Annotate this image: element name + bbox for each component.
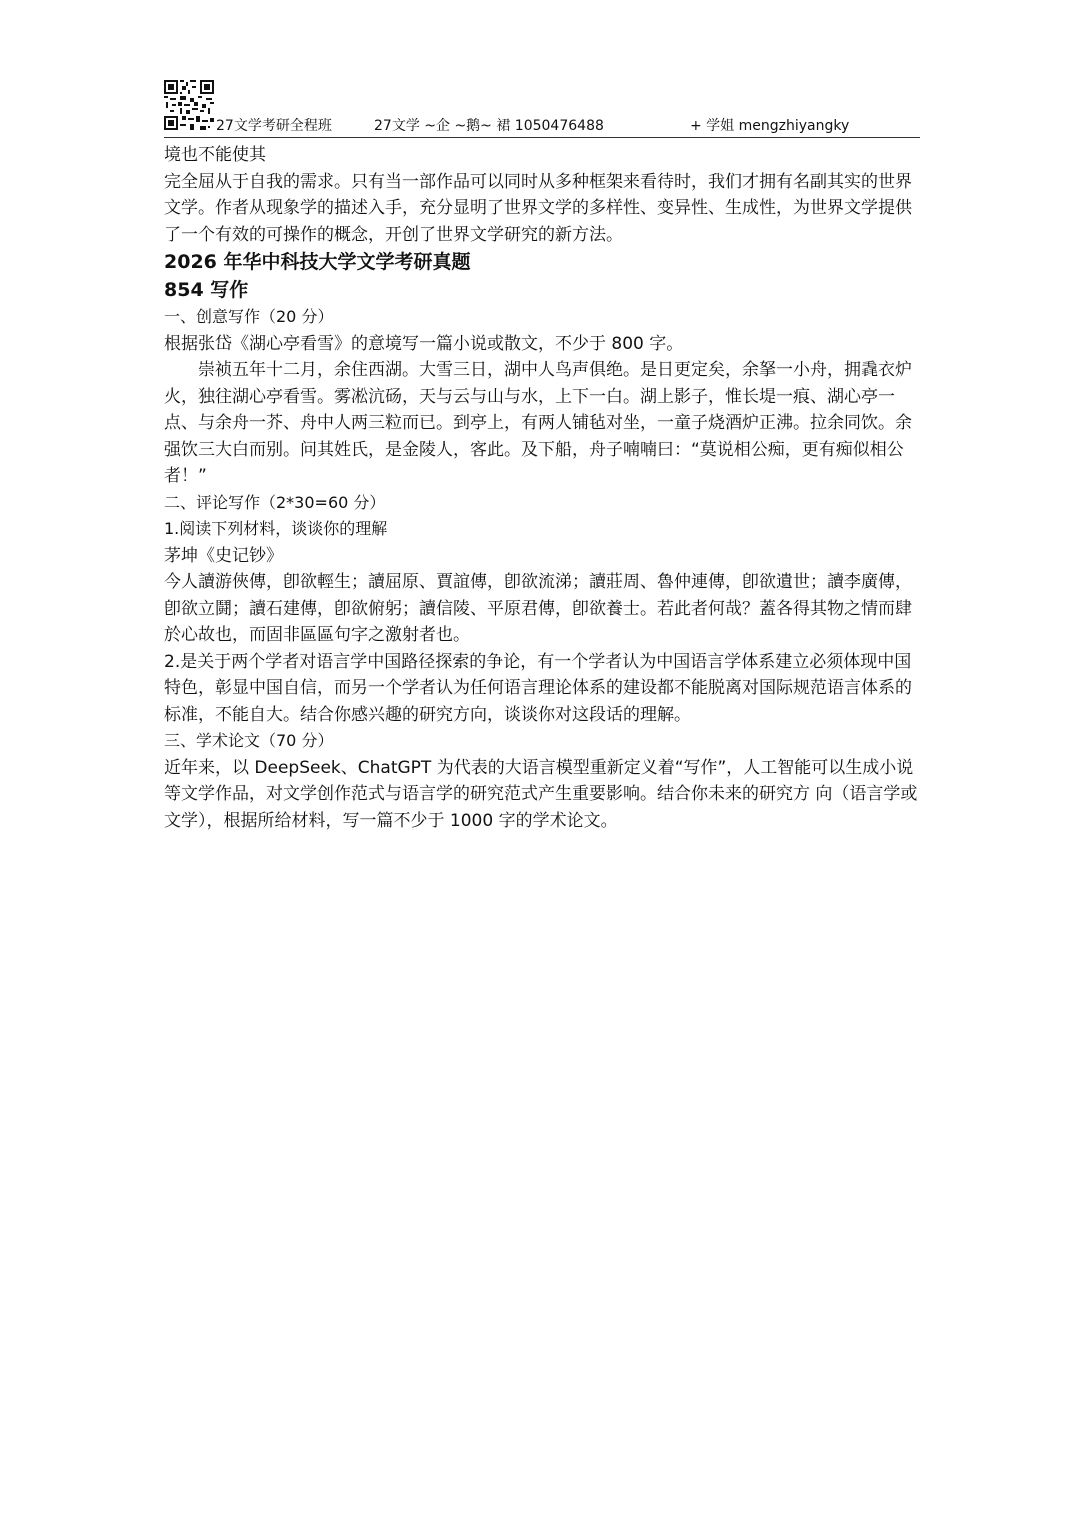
section-1-heading: 一、创意写作（20 分） xyxy=(164,307,334,326)
page-header xyxy=(164,80,920,138)
exam-title: 2026 年华中科技大学文学考研真题 xyxy=(164,251,471,273)
header-group: 27文学 ~企 ~鹅~ 裙 1050476488 xyxy=(374,118,604,134)
section-1-prompt: 根据张岱《湖心亭看雪》的意境写一篇小说或散文，不少于 800 字。 xyxy=(164,333,684,354)
header-divider xyxy=(164,137,920,138)
qr-code-icon xyxy=(164,80,214,130)
header-text xyxy=(216,116,849,136)
section-1-passage: 崇祯五年十二月，余住西湖。大雪三日，湖中人鸟声俱绝。是日更定矣，余拏一小舟，拥毳衣炉火，独往湖心亭看雪。雾凇沆砀，天与云与山与水，上下一白。湖上影子，惟长堤一痕、湖心亭一点、与余舟一芥、舟中人两三粒而已。到亭上，有两人铺毡对坐，一童子烧酒炉正沸。拉余同饮。余强饮三大白而别。问其姓氏，是金陵人，客此。及下船，舟子喃喃曰：“莫说相公痴，更有痴似相公者！” xyxy=(164,360,912,486)
question-1: 1.阅读下列材料，谈谈你的理解 xyxy=(164,519,388,538)
question-1-source: 茅坤《史记钞》 xyxy=(164,545,283,566)
paragraph-conclusion: 完全屈从于自我的需求。只有当一部作品可以同时从多种框架来看待时，我们才拥有名副其实的世界文学。作者从现象学的描述入手，充分显明了世界文学的多样性、变异性、生成性，为世界文学提供了一个有效的可操作的概念，开创了世界文学研究的新方法。 xyxy=(164,171,912,245)
section-3-heading: 三、学术论文（70 分） xyxy=(164,731,334,750)
question-1-text: 今人讀游俠傳，卽欲輕生；讀屈原、賈誼傳，卽欲流涕；讀莊周、魯仲連傳，卽欲遺世；讀李廣傳，卽欲立鬪；讀石建傳，卽欲俯躬；讀信陵、平原君傳，卽欲養士。若此者何哉？蓋各得其物之情而肆於心故也，而固非區區句字之激射者也。 xyxy=(164,572,912,645)
subject-title: 854 写作 xyxy=(164,279,249,301)
header-contact: + 学姐 mengzhiyangky xyxy=(690,118,850,134)
paragraph-fragment: 境也不能使其 xyxy=(164,145,266,165)
header-course: 27文学考研全程班 xyxy=(216,118,332,134)
section-2-heading: 二、评论写作（2*30=60 分） xyxy=(164,492,386,512)
question-2: 2.是关于两个学者对语言学中国路径探索的争论，有一个学者认为中国语言学体系建立必须体现中国特色，彰显中国自信，而另一个学者认为任何语言理论体系的建设都不能脱离对国际规范语言体系的标准，不能自大。结合你感兴趣的研究方向，谈谈你对这段话的理解。 xyxy=(164,651,912,725)
document-body xyxy=(164,142,924,834)
section-3-prompt: 近年来，以 DeepSeek、ChatGPT 为代表的大语言模型重新定义着“写作”，人工智能可以生成小说等文学作品，对文学创作范式与语言学的研究范式产生重要影响。结合你未来的研究方 向（语言学或文学），根据所给材料，写一篇不少于 1000 字的学术论文。 xyxy=(164,757,918,831)
